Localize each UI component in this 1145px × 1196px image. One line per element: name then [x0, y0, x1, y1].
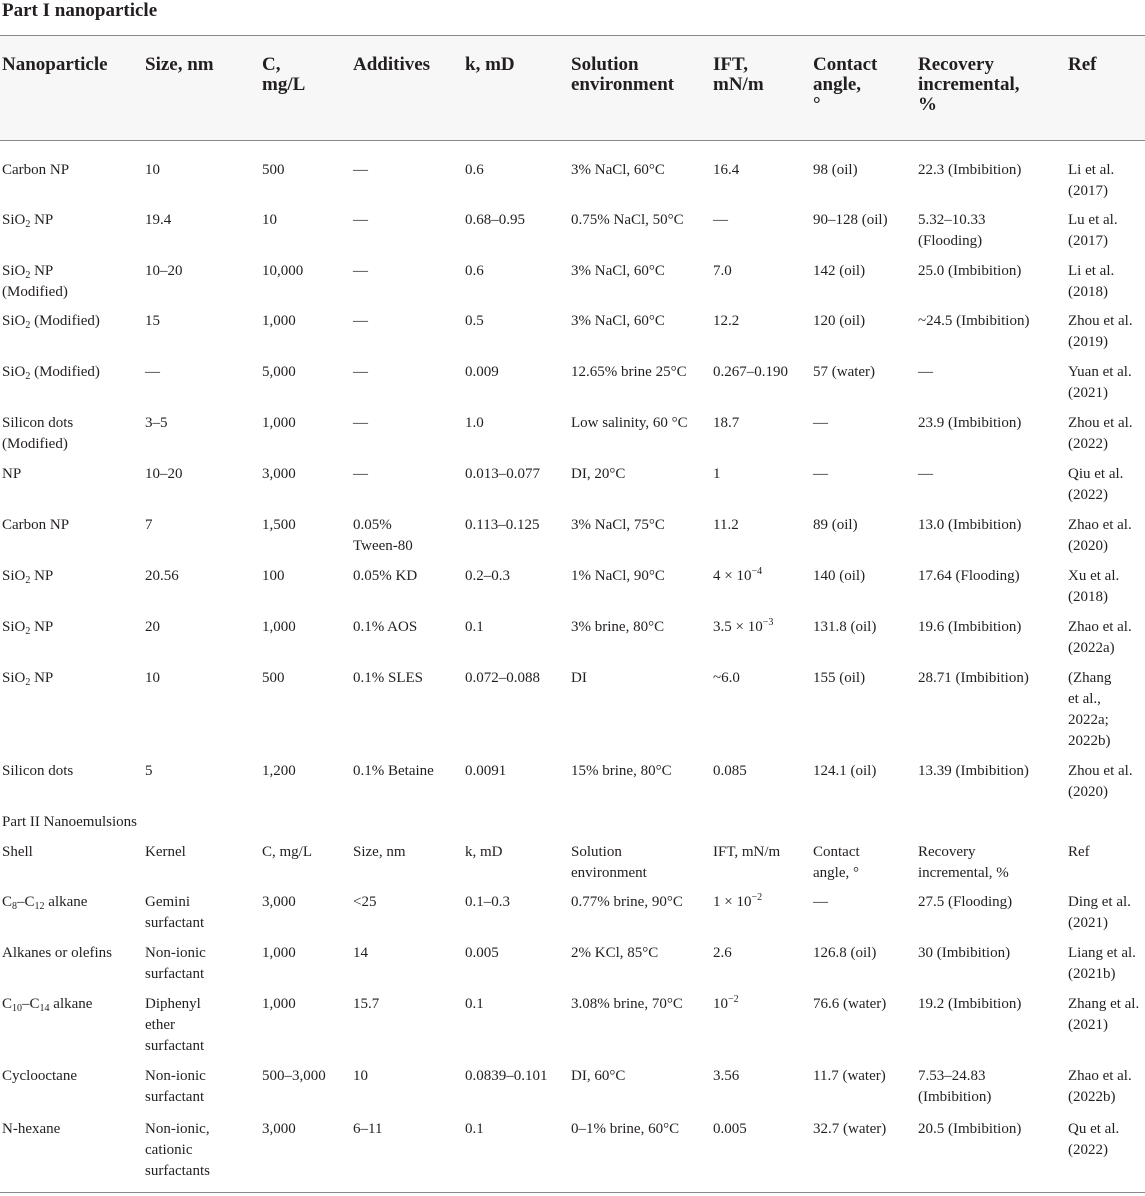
table-cell-ref: Qu et al. (2022) [1068, 1121, 1120, 1158]
table-cell-recovery: 13.39 (Imbibition) [918, 763, 1029, 779]
table-cell-size: 20 [145, 619, 160, 635]
table-cell-solution: 0–1% brine, 60°C [571, 1121, 680, 1137]
table-cell-solution: DI [571, 670, 587, 686]
table-cell-permeability: 0.113–0.125 [465, 517, 540, 533]
table-cell-size: 10–20 [145, 466, 183, 482]
table-cell-solution: 1% NaCl, 90°C [571, 568, 665, 584]
table-cell-kernel: Diphenyl ether surfactant [145, 996, 205, 1054]
table-cell-solution: 15% brine, 80°C [571, 763, 672, 779]
table-cell-recovery: ~24.5 (Imbibition) [918, 313, 1030, 329]
table-cell-solution: 3% NaCl, 60°C [571, 313, 665, 329]
table-cell-ift: 12.2 [713, 313, 740, 329]
table-cell-ref: Zhou et al. (2019) [1068, 313, 1133, 350]
table-cell-nanoparticle: SiO$_2$ NP [2, 670, 54, 688]
part2-header-recovery: Recovery incremental, % [918, 844, 1009, 881]
table-cell-ref: Qiu et al. (2022) [1068, 466, 1124, 503]
table-cell-ref: Zhou et al. (2020) [1068, 763, 1133, 800]
table-cell-ift: — [713, 212, 728, 228]
table-cell-nanoparticle: Carbon NP [2, 517, 70, 533]
table-cell-concentration: 1,000 [262, 313, 296, 329]
table-cell-size: 10–20 [145, 263, 183, 279]
table-cell-ift: 11.2 [713, 517, 739, 533]
header-contact-angle: Contact angle, ° [813, 54, 878, 115]
table-cell-size: 14 [353, 945, 368, 961]
table-cell-size: 10 [353, 1068, 368, 1084]
table-cell-size: <25 [353, 894, 377, 910]
table-cell-nanoparticle: SiO$_2$ NP [2, 568, 54, 586]
table-cell-size: — [145, 364, 160, 380]
table-cell-nanoparticle: Silicon dots [2, 763, 74, 779]
table-cell-ref: Zhao et al. (2020) [1068, 517, 1132, 554]
table-cell-concentration: 5,000 [262, 364, 296, 380]
table-cell-nanoparticle: SiO$_2$ NP (Modified) [2, 263, 68, 300]
table-cell-contact-angle: 131.8 (oil) [813, 619, 877, 635]
table-cell-permeability: 0.072–0.088 [465, 670, 540, 686]
table-cell-nanoparticle: Silicon dots (Modified) [2, 415, 74, 452]
table-cell-solution: 3% NaCl, 60°C [571, 162, 665, 178]
table-cell-size: 7 [145, 517, 153, 533]
table-cell-recovery: 13.0 (Imbibition) [918, 517, 1022, 533]
table-cell-contact-angle: 140 (oil) [813, 568, 866, 584]
table-cell-permeability: 0.0091 [465, 763, 507, 779]
table-cell-nanoparticle: Carbon NP [2, 162, 70, 178]
table-cell-permeability: 0.1 [465, 1121, 484, 1137]
header-solution: Solution environment [571, 54, 675, 95]
table-cell-ref: Lu et al. (2017) [1068, 212, 1118, 249]
table-cell-ref: Ding et al. (2021) [1068, 894, 1131, 931]
table-cell-concentration: 1,000 [262, 619, 296, 635]
table-cell-kernel: Non-ionic surfactant [145, 1068, 206, 1105]
table-cell-contact-angle: 89 (oil) [813, 517, 858, 533]
table-cell-contact-angle: — [813, 415, 828, 431]
table-cell-nanoparticle: NP [2, 466, 22, 482]
table-cell-shell: N-hexane [2, 1121, 61, 1137]
table-cell-recovery: 5.32–10.33 (Flooding) [918, 212, 986, 249]
table-cell-permeability: 0.013–0.077 [465, 466, 540, 482]
table-cell-ref: Li et al. (2017) [1068, 162, 1115, 199]
header-additives: Additives [353, 54, 431, 75]
table-cell-solution: 2% KCl, 85°C [571, 945, 659, 961]
table-cell-permeability: 0.009 [465, 364, 499, 380]
table-cell-additives: — [353, 415, 368, 431]
table-cell-concentration: 10,000 [262, 263, 304, 279]
part2-header-shell: Shell [2, 844, 33, 860]
table-cell-solution: 12.65% brine 25°C [571, 364, 687, 380]
part2-header-contact-angle: Contact angle, ° [813, 844, 860, 881]
table-cell-concentration: 3,000 [262, 1121, 296, 1137]
table-cell-permeability: 0.1–0.3 [465, 894, 510, 910]
table-cell-contact-angle: 120 (oil) [813, 313, 866, 329]
table-cell-recovery: 17.64 (Flooding) [918, 568, 1020, 584]
table-cell-ift: 3.56 [713, 1068, 740, 1084]
table-cell-additives: — [353, 263, 368, 279]
table-cell-solution: DI, 60°C [571, 1068, 626, 1084]
part2-header-ift: IFT, mN/m [713, 844, 781, 860]
part2-header-permeability: k, mD [465, 844, 503, 860]
header-recovery: Recovery incremental, % [918, 54, 1020, 115]
table-cell-shell: $C_{10}-C_{14}$ alkane [2, 996, 93, 1014]
table-cell-recovery: 30 (Imbibition) [918, 945, 1011, 961]
table-cell-size: 3–5 [145, 415, 168, 431]
part2-title: Part II Nanoemulsions [2, 814, 137, 830]
table-cell-recovery: — [918, 364, 933, 380]
part2-header-concentration: C, mg/L [262, 844, 313, 860]
table-cell-size: 6–11 [353, 1121, 383, 1137]
table-cell-permeability: 0.0839–0.101 [465, 1068, 548, 1084]
table-cell-contact-angle: 126.8 (oil) [813, 945, 877, 961]
table-cell-solution: 3% brine, 80°C [571, 619, 665, 635]
table-cell-concentration: 100 [262, 568, 285, 584]
table-cell-permeability: 0.1 [465, 619, 484, 635]
table-cell-nanoparticle: SiO$_2$ NP [2, 619, 54, 637]
table-cell-size: 10 [145, 670, 160, 686]
table-cell-recovery: 7.53–24.83 (Imbibition) [918, 1068, 992, 1105]
table-cell-recovery: 22.3 (Imbibition) [918, 162, 1022, 178]
table-cell-ref: Liang et al. (2021b) [1068, 945, 1136, 982]
table-cell-shell: $C_8-C_{12}$ alkane [2, 894, 88, 912]
table-cell-kernel: Gemini surfactant [145, 894, 205, 931]
table-cell-concentration: 1,000 [262, 415, 296, 431]
table-cell-concentration: 10 [262, 212, 277, 228]
table-cell-ift: 18.7 [713, 415, 740, 431]
table-cell-permeability: 0.005 [465, 945, 499, 961]
table-cell-additives: — [353, 364, 368, 380]
table-cell-contact-angle: 124.1 (oil) [813, 763, 877, 779]
table-cell-contact-angle: 32.7 (water) [813, 1121, 887, 1137]
table-cell-solution: 0.77% brine, 90°C [571, 894, 683, 910]
table-cell-kernel: Non-ionic surfactant [145, 945, 206, 982]
table-cell-ift: 16.4 [713, 162, 740, 178]
table-cell-contact-angle: 155 (oil) [813, 670, 866, 686]
header-concentration: C, mg/L [262, 54, 306, 95]
table-cell-ift: $3.5 \times 10^{-3}$ [713, 617, 774, 635]
table-cell-concentration: 1,000 [262, 996, 296, 1012]
table-cell-permeability: 0.68–0.95 [465, 212, 525, 228]
table-cell-ref: Zhao et al. (2022b) [1068, 1068, 1132, 1105]
header-ref: Ref [1068, 54, 1097, 75]
table-cell-solution: Low salinity, 60 °C [571, 415, 688, 431]
table-cell-permeability: 0.5 [465, 313, 484, 329]
table-cell-size: 10 [145, 162, 160, 178]
table-cell-additives: 0.05% KD [353, 568, 418, 584]
table-cell-ift: 7.0 [713, 263, 732, 279]
table-cell-ift: $10^{-2}$ [713, 994, 739, 1012]
header-nanoparticle: Nanoparticle [2, 54, 108, 75]
table-cell-contact-angle: 57 (water) [813, 364, 876, 380]
table-cell-ift: 0.085 [713, 763, 747, 779]
table-cell-recovery: 28.71 (Imbibition) [918, 670, 1029, 686]
table-cell-ref: Zhang et al. (2021) [1068, 996, 1140, 1033]
table-cell-recovery: — [918, 466, 933, 482]
table-cell-additives: — [353, 162, 368, 178]
header-ift: IFT, mN/m [713, 54, 764, 95]
table-cell-ift: $4 \times 10^{-4}$ [713, 566, 763, 584]
table-cell-permeability: 0.6 [465, 263, 484, 279]
table-cell-contact-angle: 90–128 (oil) [813, 212, 888, 228]
table-cell-ift: 2.6 [713, 945, 732, 961]
table-cell-shell: Alkanes or olefins [2, 945, 112, 961]
table-cell-shell: Cyclooctane [2, 1068, 77, 1084]
table-cell-size: 15.7 [353, 996, 380, 1012]
table-cell-recovery: 19.6 (Imbibition) [918, 619, 1022, 635]
table-cell-contact-angle: — [813, 894, 828, 910]
table-cell-ift: 1 [713, 466, 721, 482]
part2-header-solution: Solution environment [571, 844, 647, 881]
table-cell-ref: Li et al. (2018) [1068, 263, 1115, 300]
table-cell-recovery: 27.5 (Flooding) [918, 894, 1013, 910]
table-cell-size: 20.56 [145, 568, 179, 584]
table-cell-additives: — [353, 466, 368, 482]
table-cell-ift: $1 \times 10^{-2}$ [713, 892, 763, 910]
table-cell-size: 5 [145, 763, 153, 779]
table-cell-nanoparticle: SiO$_2$ (Modified) [2, 313, 100, 331]
table-cell-additives: 0.1% SLES [353, 670, 424, 686]
table-cell-contact-angle: 98 (oil) [813, 162, 858, 178]
table-cell-solution: 3% NaCl, 60°C [571, 263, 665, 279]
table-cell-contact-angle: — [813, 466, 828, 482]
table-cell-permeability: 0.1 [465, 996, 484, 1012]
table-cell-permeability: 0.6 [465, 162, 484, 178]
table-cell-additives: — [353, 313, 368, 329]
table-cell-ref: Zhao et al. (2022a) [1068, 619, 1132, 656]
table-cell-concentration: 1,200 [262, 763, 296, 779]
part2-header-kernel: Kernel [145, 844, 186, 860]
table-cell-concentration: 500 [262, 162, 285, 178]
header-rule [0, 140, 1145, 141]
table-cell-ref: Yuan et al. (2021) [1068, 364, 1132, 401]
table-cell-recovery: 19.2 (Imbibition) [918, 996, 1022, 1012]
table-cell-ift: 0.267–0.190 [713, 364, 788, 380]
table-cell-contact-angle: 11.7 (water) [813, 1068, 886, 1084]
table-cell-permeability: 1.0 [465, 415, 484, 431]
table-cell-recovery: 23.9 (Imbibition) [918, 415, 1022, 431]
table-cell-solution: 3.08% brine, 70°C [571, 996, 683, 1012]
table-cell-recovery: 25.0 (Imbibition) [918, 263, 1022, 279]
table-cell-additives: 0.1% AOS [353, 619, 418, 635]
table-cell-additives: 0.1% Betaine [353, 763, 434, 779]
table-cell-additives: — [353, 212, 368, 228]
table-cell-ift: 0.005 [713, 1121, 747, 1137]
table-cell-nanoparticle: SiO$_2$ (Modified) [2, 364, 100, 382]
table-cell-recovery: 20.5 (Imbibition) [918, 1121, 1022, 1137]
table-cell-solution: 0.75% NaCl, 50°C [571, 212, 684, 228]
table-cell-additives: 0.05% Tween-80 [353, 517, 413, 554]
table-cell-contact-angle: 76.6 (water) [813, 996, 887, 1012]
table-cell-solution: 3% NaCl, 75°C [571, 517, 665, 533]
table-cell-size: 19.4 [145, 212, 172, 228]
table-cell-concentration: 1,000 [262, 945, 296, 961]
table-cell-concentration: 1,500 [262, 517, 296, 533]
table-cell-solution: DI, 20°C [571, 466, 626, 482]
table-cell-nanoparticle: SiO$_2$ NP [2, 212, 54, 230]
header-size: Size, nm [145, 54, 214, 75]
table-cell-concentration: 500–3,000 [262, 1068, 326, 1084]
table-cell-concentration: 3,000 [262, 466, 296, 482]
table-cell-kernel: Non-ionic, cationic surfactants [145, 1121, 210, 1179]
part2-header-size: Size, nm [353, 844, 406, 860]
bottom-rule [0, 1192, 1145, 1193]
table-cell-size: 15 [145, 313, 160, 329]
table-cell-permeability: 0.2–0.3 [465, 568, 510, 584]
part1-title: Part I nanoparticle [2, 0, 158, 21]
table-cell-contact-angle: 142 (oil) [813, 263, 866, 279]
part2-header-ref: Ref [1068, 844, 1090, 860]
header-permeability: k, mD [465, 54, 515, 75]
table-cell-concentration: 3,000 [262, 894, 296, 910]
table-cell-ref: Zhou et al. (2022) [1068, 415, 1133, 452]
table-cell-concentration: 500 [262, 670, 285, 686]
table-cell-ref: (Zhang et al., 2022a; 2022b) [1068, 670, 1112, 749]
table-cell-ref: Xu et al. (2018) [1068, 568, 1120, 605]
table-cell-ift: ~6.0 [713, 670, 740, 686]
